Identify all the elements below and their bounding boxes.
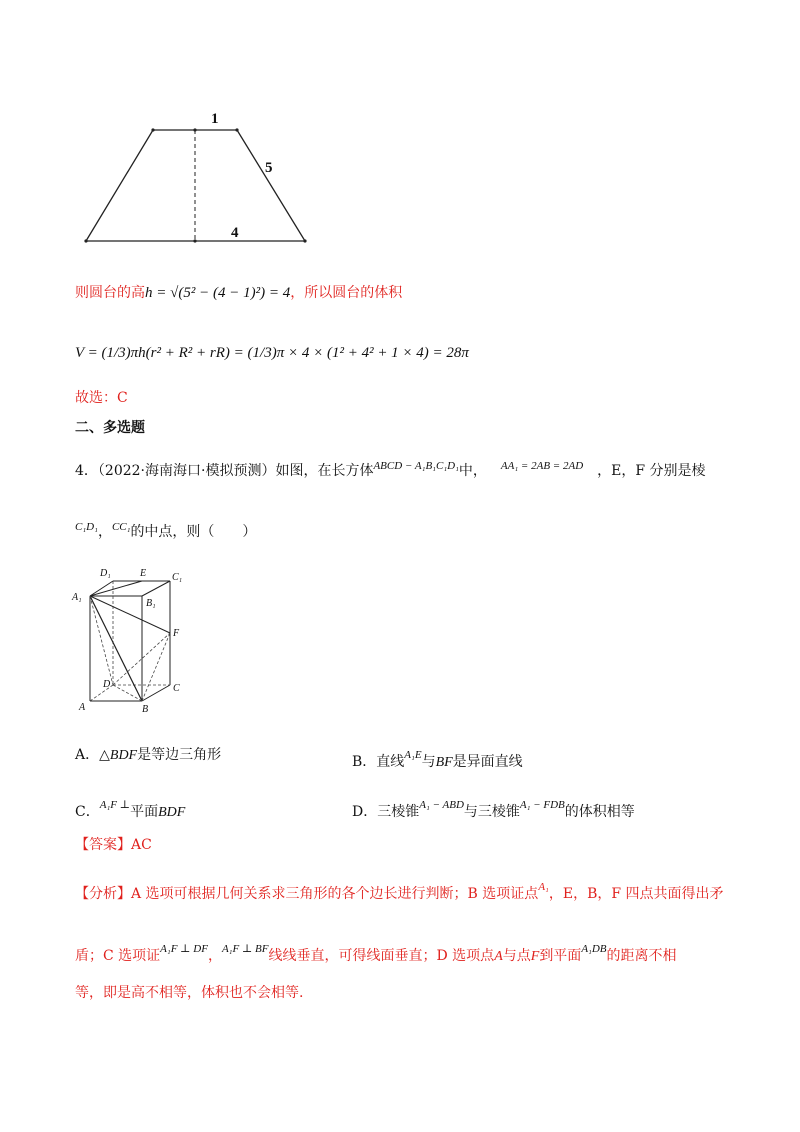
analysis-line-3: 等，即是高不相等，体积也不会相等. xyxy=(75,985,304,1001)
option-a[interactable] xyxy=(75,745,221,766)
label-b: B xyxy=(142,704,149,715)
analysis-l2-math-f: F xyxy=(530,949,540,964)
option-d[interactable] xyxy=(352,795,635,822)
label-f: F xyxy=(173,628,180,639)
option-d-text2: 与三棱锥 xyxy=(463,804,520,820)
analysis-l2-b: 线线垂直，可得线面垂直；D 选项点 xyxy=(268,948,495,964)
option-b-text2: 与 xyxy=(421,754,436,770)
analysis-l2-math3: A₁DB xyxy=(581,943,607,955)
trapezoid-side-label: 5 xyxy=(265,160,273,176)
option-a-text: 是等边三角形 xyxy=(137,747,222,763)
option-a-math: △BDF xyxy=(99,748,138,763)
edge-c1d1: C₁D₁ xyxy=(75,521,98,533)
cuboid-figure xyxy=(70,560,200,720)
solid-name: ABCD − A₁B₁C₁D₁ xyxy=(373,460,459,472)
analysis-l1-a: A 选项可根据几何关系求三角形的各个边长进行判断；B 选项证点 xyxy=(131,886,539,902)
option-c-letter: C． xyxy=(75,804,100,820)
trapezoid-figure xyxy=(75,100,325,250)
option-b-letter: B． xyxy=(352,754,377,770)
analysis-line-2 xyxy=(75,939,677,967)
analysis-l2-e: 的距离不相 xyxy=(606,948,677,964)
answer-label: 【答案】 xyxy=(75,837,131,853)
question-text-d: 的中点，则（ ） xyxy=(130,524,257,540)
label-d1: D₁ xyxy=(100,568,111,579)
analysis-l2-c: 与点 xyxy=(502,948,531,964)
question-number: 4． xyxy=(75,463,98,479)
option-d-text1: 三棱锥 xyxy=(377,804,420,820)
answer-line xyxy=(75,835,152,855)
option-a-letter: A． xyxy=(75,747,100,763)
trapezoid-bottom-label: 4 xyxy=(231,225,239,241)
option-c-text1: 平面 xyxy=(130,804,159,820)
option-d-math1: A₁ − ABD xyxy=(419,799,464,811)
condition: AA₁ = 2AB = 2AD xyxy=(500,460,584,472)
previous-answer: 故选：C xyxy=(75,390,128,406)
analysis-l2-math-a: A xyxy=(494,949,503,964)
option-b-text1: 直线 xyxy=(376,754,405,770)
trapezoid-top-label: 1 xyxy=(211,111,219,127)
question-line-1 xyxy=(75,456,706,481)
label-a: A xyxy=(79,702,86,713)
option-c-math2: BDF xyxy=(158,805,186,820)
label-e: E xyxy=(140,568,147,579)
analysis-l2-d: 到平面 xyxy=(539,948,582,964)
analysis-l1-math: A₁ xyxy=(538,881,549,893)
label-c1: C₁ xyxy=(172,572,183,583)
height-suffix: ，所以圆台的体积 xyxy=(290,285,403,301)
question-source: （2022·海南海口·模拟预测） xyxy=(97,463,276,479)
option-d-text3: 的体积相等 xyxy=(564,804,635,820)
analysis-label: 【分析】 xyxy=(75,886,131,902)
option-b-math2: BF xyxy=(435,755,453,770)
option-c[interactable] xyxy=(75,795,185,823)
edge-cc1: CC₁ xyxy=(111,521,131,533)
analysis-line-1 xyxy=(75,877,724,904)
label-c: C xyxy=(173,683,180,694)
question-text-c: ，E，F 分别是棱 xyxy=(597,463,706,479)
question-text-b: 中， xyxy=(458,463,487,479)
option-b-math1: A₁E xyxy=(404,749,422,761)
analysis-l1-b: ，E，B，F 四点共面得出矛 xyxy=(548,886,724,902)
label-b1: B₁ xyxy=(146,598,156,609)
height-line xyxy=(75,283,402,303)
question-sep: ， xyxy=(97,524,112,540)
analysis-l2-math2: A₁F ⊥ BF xyxy=(221,943,269,955)
option-c-math1: A₁F ⊥ xyxy=(99,799,131,811)
answer-value: AC xyxy=(131,837,152,853)
height-formula: h = √(5² − (4 − 1)²) = 4 xyxy=(145,285,291,301)
question-text-a: 如图，在长方体 xyxy=(275,463,374,479)
analysis-l2-math1: A₁F ⊥ DF xyxy=(160,943,208,955)
section-title: 二、多选题 xyxy=(75,420,145,436)
question-line-2 xyxy=(75,517,256,542)
label-d: D xyxy=(103,679,111,690)
analysis-l2-sep: ， xyxy=(207,948,222,964)
option-b-text3: 是异面直线 xyxy=(452,754,523,770)
option-d-math2: A₁ − FDB xyxy=(519,799,565,811)
analysis-l2-a: 盾；C 选项证 xyxy=(75,948,161,964)
option-b[interactable] xyxy=(352,745,523,773)
height-prefix: 则圆台的高 xyxy=(75,285,145,301)
label-a1: A₁ xyxy=(72,592,82,603)
volume-formula: V = (1/3)πh(r² + R² + rR) = (1/3)π × 4 × (1² + 4² + 1 × 4) = 28π xyxy=(75,345,469,361)
option-d-letter: D． xyxy=(352,804,378,820)
